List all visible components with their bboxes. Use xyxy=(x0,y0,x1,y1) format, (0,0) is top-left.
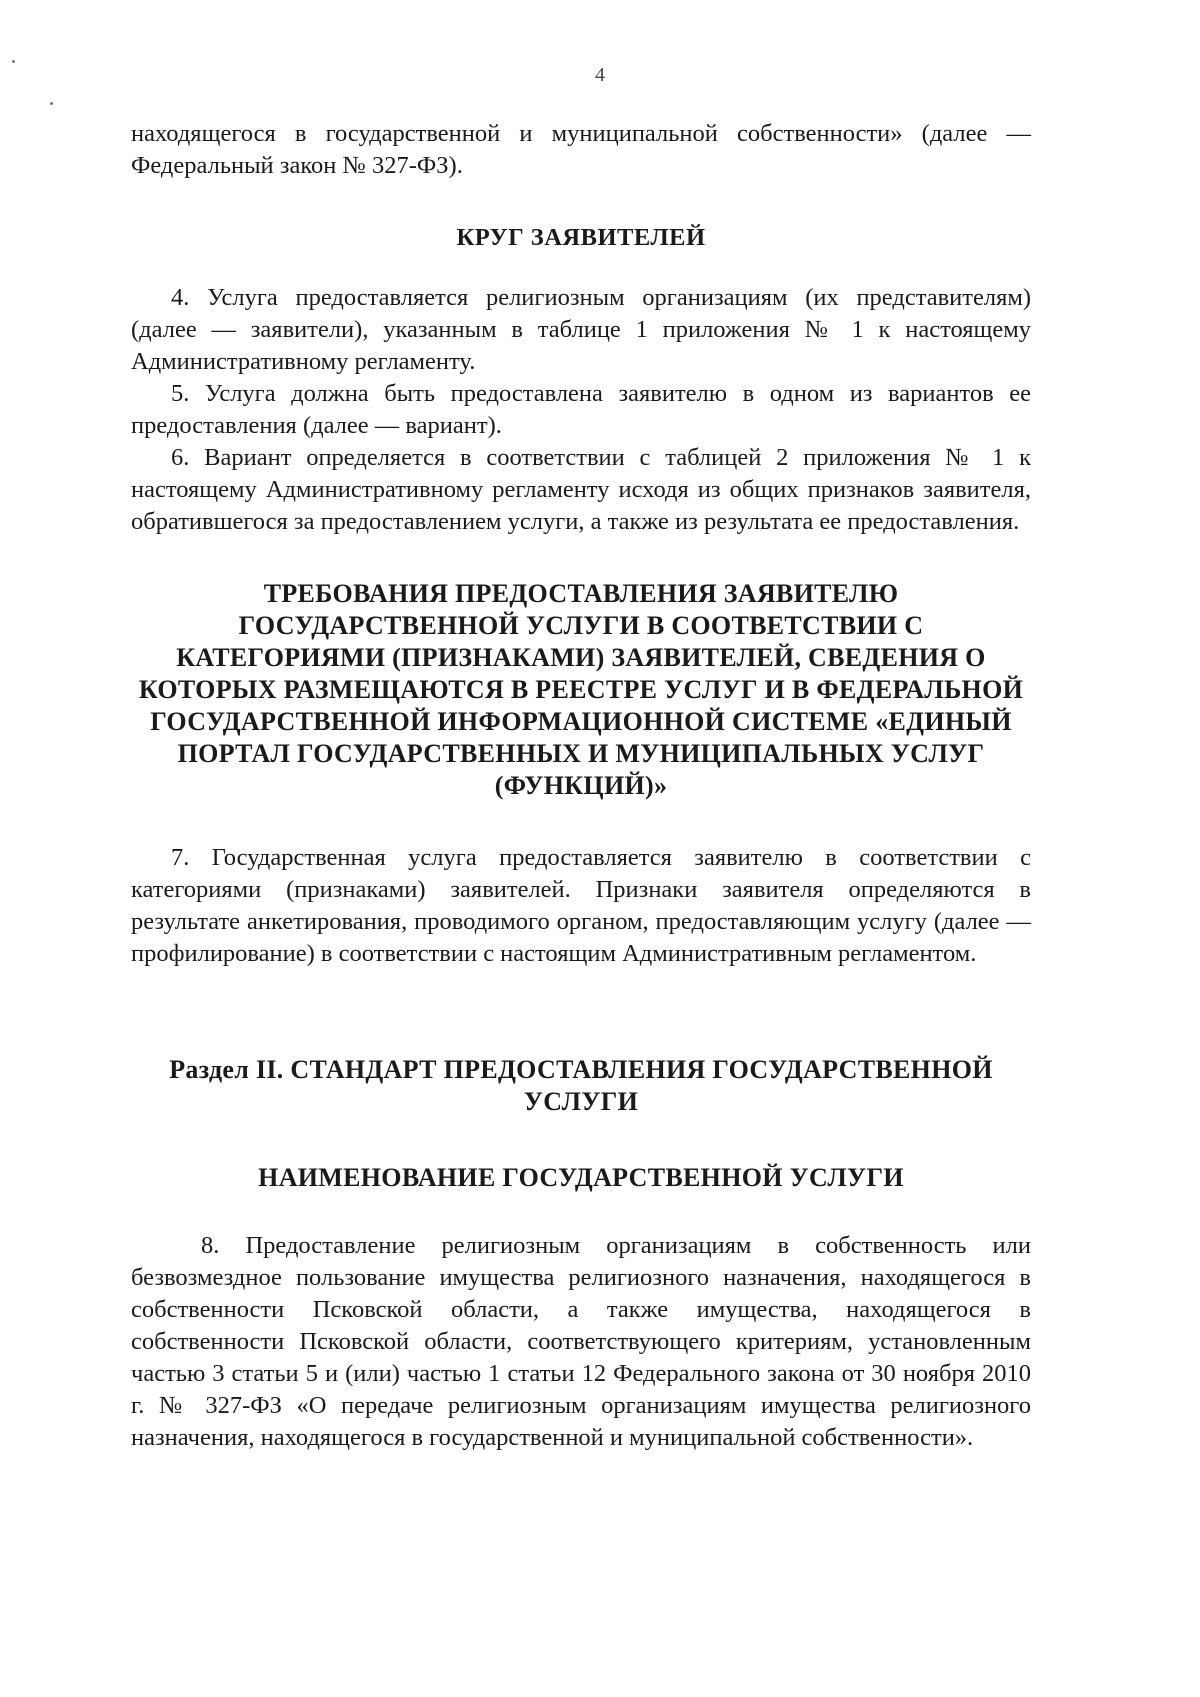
continuation-paragraph: находящегося в государственной и муниципальной собственности» (далее — Федеральный закон № 327-ФЗ). xyxy=(131,120,1031,179)
paragraph-4: 4. Услуга предоставляется религиозным организациям (их представителям) (далее — заявители), указанным в таблице 1 приложения № 1 к настоящему Административному регламенту. xyxy=(131,284,1031,375)
page-number: 4 xyxy=(595,64,605,86)
document-body xyxy=(131,118,1031,1454)
paragraph-8: 8. Предоставление религиозным организациям в собственность или безвозмездное пользование имущества религиозного назначения, находящегося в собственности Псковской области, а также имущества, находящегося в собственности Псковской области, соответствующего критериям, установленным частью 3 статьи 5 и (или) частью 1 статьи 12 Федерального закона от 30 ноября 2010 г. № 327-ФЗ «О передаче религиозным организациям имущества религиозного назначения, находящегося в государственной и муниципальной собственности». xyxy=(131,1232,1031,1451)
scan-speck xyxy=(12,60,15,63)
paragraph-7: 7. Государственная услуга предоставляется заявителю в соответствии с категориями (признаками) заявителей. Признаки заявителя определяются в результате анкетирования, проводимого органом, предоставляющим услугу (далее — профилирование) в соответствии с настоящим Административным регламентом. xyxy=(131,844,1031,967)
paragraph-5: 5. Услуга должна быть предоставлена заявителю в одном из вариантов ее предоставления (далее — вариант). xyxy=(131,380,1031,439)
section-heading-standard: Раздел II. СТАНДАРТ ПРЕДОСТАВЛЕНИЯ ГОСУДАРСТВЕННОЙ УСЛУГИ xyxy=(169,1055,993,1116)
section-heading-applicants: КРУГ ЗАЯВИТЕЛЕЙ xyxy=(456,224,706,251)
section-heading-requirements: ТРЕБОВАНИЯ ПРЕДОСТАВЛЕНИЯ ЗАЯВИТЕЛЮ ГОСУДАРСТВЕННОЙ УСЛУГИ В СООТВЕТСТВИИ С КАТЕГОРИЯМИ (ПРИЗНАКАМИ) ЗАЯВИТЕЛЕЙ, СВЕДЕНИЯ О КОТОРЫХ РАЗМЕЩАЮТСЯ В РЕЕСТРЕ УСЛУГ И В ФЕДЕРАЛЬНОЙ ГОСУДАРСТВЕННОЙ ИНФОРМАЦИОННОЙ СИСТЕМЕ «ЕДИНЫЙ ПОРТАЛ ГОСУДАРСТВЕННЫХ И МУНИЦИПАЛЬНЫХ УСЛУГ (ФУНКЦИЙ)» xyxy=(138,579,1024,800)
scan-speck xyxy=(50,102,53,105)
paragraph-6: 6. Вариант определяется в соответствии с таблицей 2 приложения № 1 к настоящему Административному регламенту исходя из общих признаков заявителя, обратившегося за предоставлением услуги, а также из результата ее предоставления. xyxy=(131,444,1031,535)
section-heading-service-name: НАИМЕНОВАНИЕ ГОСУДАРСТВЕННОЙ УСЛУГИ xyxy=(258,1163,904,1192)
